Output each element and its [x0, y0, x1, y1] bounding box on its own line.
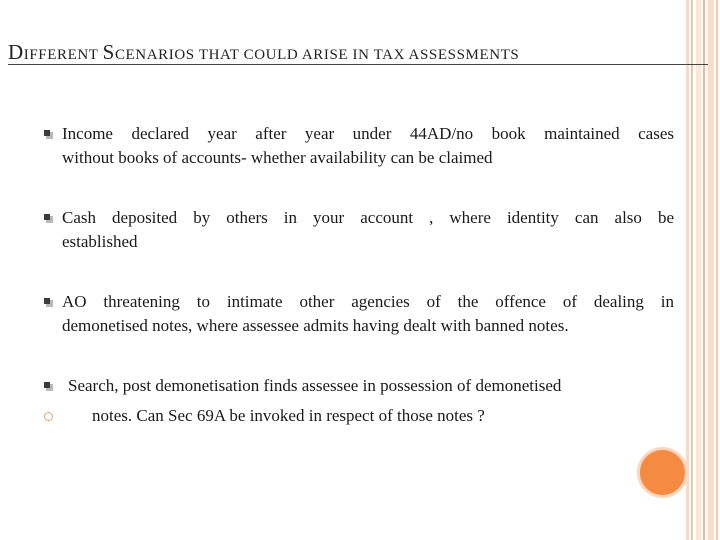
slide-title — [8, 40, 708, 65]
decorative-circle — [640, 450, 685, 495]
title-part: S — [102, 40, 115, 64]
square-bullet-icon — [44, 214, 53, 223]
square-bullet-icon — [44, 382, 53, 391]
title-part: CENARIOS THAT COULD ARISE IN TAX ASSESSMENTS — [114, 47, 520, 63]
square-bullet-icon — [44, 130, 53, 139]
title-underline — [8, 64, 708, 65]
bullet-text: established — [62, 232, 138, 251]
bullet-item — [62, 206, 674, 254]
bullet-item — [62, 290, 674, 338]
bullet-item — [68, 374, 668, 398]
bullet-text: without books of accounts- whether availability can be claimed — [62, 148, 493, 167]
decorative-stripes — [686, 0, 720, 540]
sub-bullet-item — [92, 404, 652, 428]
ring-bullet-icon — [44, 412, 53, 421]
bullet-text: AO threatening to intimate other agencies of the offence of dealing in — [62, 292, 674, 311]
sub-bullet-text: notes. Can Sec 69A be invoked in respect of those notes ? — [92, 406, 485, 425]
square-bullet-icon — [44, 298, 53, 307]
bullet-item — [62, 122, 674, 170]
title-part: D — [8, 40, 24, 64]
title-part: IFFERENT — [23, 47, 103, 63]
bullet-text: Cash deposited by others in your account , where identity can also be — [62, 208, 674, 227]
bullet-text: Income declared year after year under 44AD/no book maintained cases — [62, 124, 674, 143]
bullet-text: demonetised notes, where assessee admits having dealt with banned notes. — [62, 316, 569, 335]
bullet-text: Search, post demonetisation finds assessee in possession of demonetised — [68, 376, 562, 395]
